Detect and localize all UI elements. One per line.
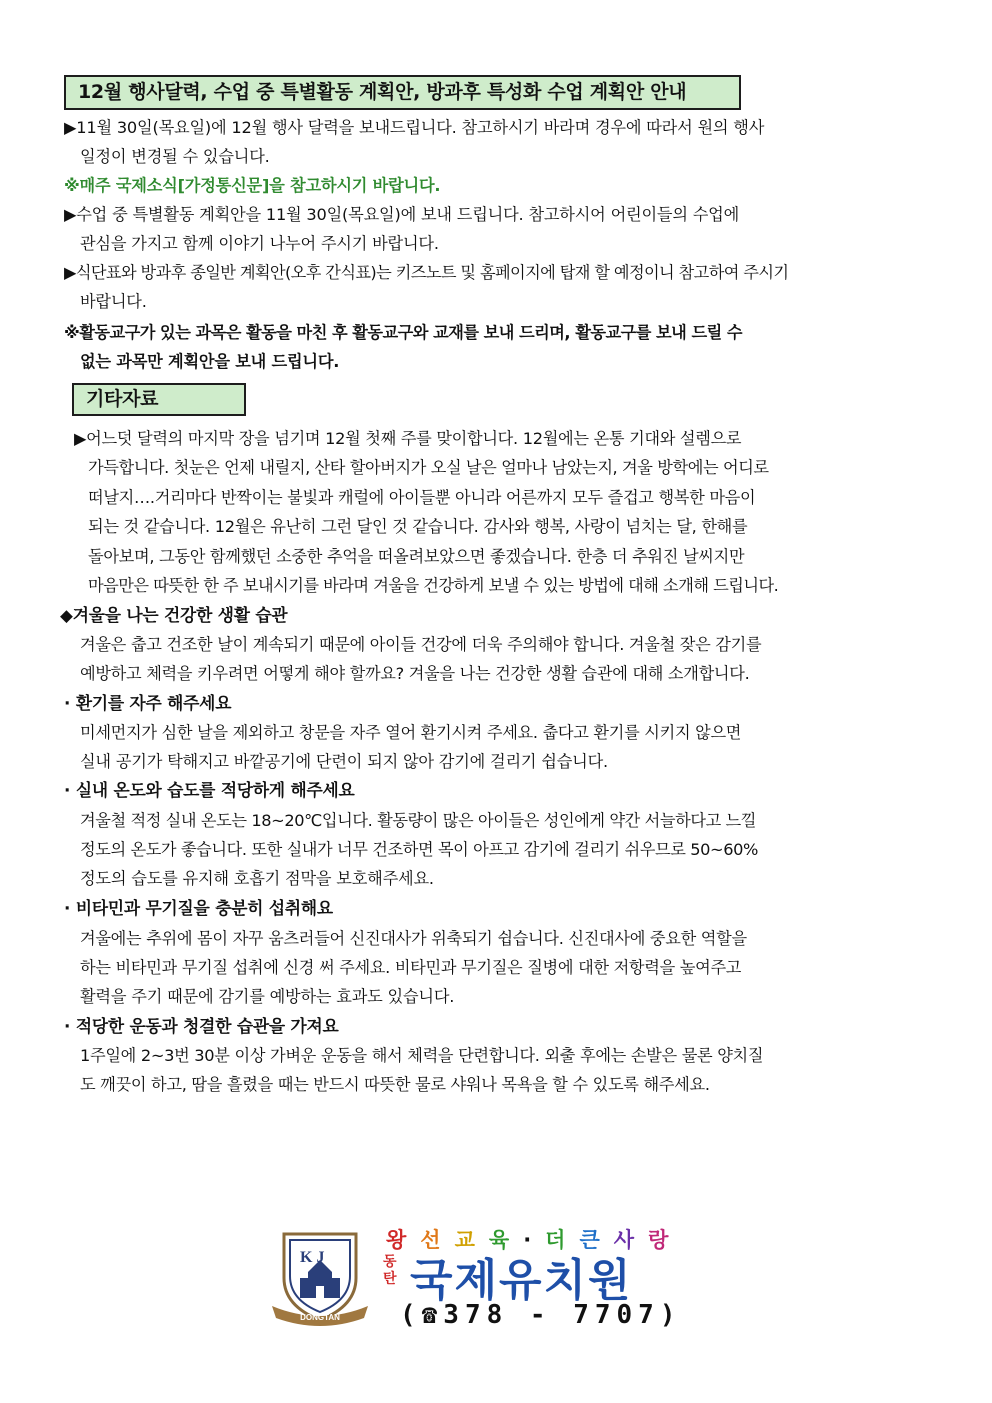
slogan-char: 큰 bbox=[579, 1228, 614, 1252]
slogan-char: 교 bbox=[454, 1228, 489, 1252]
dongtan-vertical bbox=[383, 1254, 403, 1288]
health-habits-line-1: 겨울은 춥고 건조한 날이 계속되기 때문에 아이들 건강에 더욱 주의해야 합니다. 겨울철 잦은 감기를 bbox=[80, 635, 762, 654]
tip-temperature-title: · 실내 온도와 습도를 적당하게 해주세요 bbox=[64, 780, 355, 800]
tip-ventilation-line-2: 실내 공기가 탁해지고 바깥공기에 단련이 되지 않아 감기에 걸리기 쉽습니다. bbox=[80, 752, 609, 771]
tip-exercise-line-2: 도 깨끗이 하고, 땀을 흘렸을 때는 반드시 따뜻한 물로 샤워나 목욕을 할 수 있도록 해주세요. bbox=[80, 1075, 710, 1094]
slogan-char: 선 bbox=[420, 1228, 455, 1252]
tip-vitamins-line-3: 활력을 주기 때문에 감기를 예방하는 효과도 있습니다. bbox=[80, 987, 455, 1006]
tip-temperature-line-2: 정도의 온도가 좋습니다. 또한 실내가 너무 건조하면 목이 아프고 감기에 걸리기 쉬우므로 50~60% bbox=[80, 840, 758, 859]
tip-exercise-line-1: 1주일에 2~3번 30분 이상 가벼운 운동을 해서 체력을 단련합니다. 외출 후에는 손발은 물론 양치질 bbox=[80, 1046, 764, 1065]
kindergarten-logo bbox=[270, 1224, 710, 1334]
intro-line-4: 되는 것 같습니다. 12월은 유난히 그런 달인 것 같습니다. 감사와 행복, 사랑이 넘치는 달, 한해를 bbox=[88, 517, 748, 536]
slogan-char: 육 bbox=[488, 1228, 524, 1252]
intro-line-3: 떠날지….거리마다 반짝이는 불빛과 캐럴에 아이들뿐 아니라 어른까지 모두 즐겁고 행복한 마음이 bbox=[88, 488, 756, 507]
intro-line-6: 마음만은 따뜻한 한 주 보내시기를 바라며 겨울을 건강하게 보낼 수 있는 방법에 대해 소개해 드립니다. bbox=[88, 576, 779, 595]
intro-line-1: ▶어느덧 달력의 마지막 장을 넘기며 12월 첫째 주를 맞이합니다. 12월에는 온통 기대와 설렘으로 bbox=[74, 429, 742, 448]
tip-vitamins-title: · 비타민과 무기질을 충분히 섭취해요 bbox=[64, 898, 333, 918]
section1-line-4: ▶수업 중 특별활동 계획안을 11월 30일(목요일)에 보내 드립니다. 참고하시어 어린이들의 수업에 bbox=[64, 205, 740, 224]
slogan-char: 왕 bbox=[386, 1228, 421, 1252]
section1-notice-line: ※매주 국제소식[가정통신문]을 참고하시기 바랍니다. bbox=[64, 176, 441, 195]
crest-ribbon-text: DONGTAN bbox=[300, 1313, 340, 1322]
intro-line-2: 가득합니다. 첫눈은 언제 내릴지, 산타 할아버지가 오실 날은 얼마나 남았는지, 겨울 방학에는 어디로 bbox=[88, 458, 769, 477]
tip-exercise-title: · 적당한 운동과 청결한 습관을 가져요 bbox=[64, 1016, 339, 1036]
tip-vitamins-line-1: 겨울에는 추위에 몸이 자꾸 움츠러들어 신진대사가 위축되기 쉽습니다. 신진대사에 중요한 역할을 bbox=[80, 929, 747, 948]
section1-line-8: ※활동교구가 있는 과목은 활동을 마친 후 활동교구와 교재를 보내 드리며, 활동교구를 보내 드릴 수 bbox=[64, 323, 742, 342]
dongtan-char-2: 탄 bbox=[383, 1271, 397, 1287]
dongtan-char-1: 동 bbox=[383, 1254, 397, 1270]
section1-title: 12월 행사달력, 수업 중 특별활동 계획안, 방과후 특성화 수업 계획안 안내 bbox=[64, 75, 741, 110]
section1-line-6: ▶식단표와 방과후 종일반 계획안(오후 간식표)는 키즈노트 및 홈페이지에 탑재 할 예정이니 참고하여 주시기 bbox=[64, 263, 789, 282]
tip-vitamins-line-2: 하는 비타민과 무기질 섭취에 신경 써 주세요. 비타민과 무기질은 질병에 대한 저항력을 높여주고 bbox=[80, 958, 742, 977]
health-habits-line-2: 예방하고 체력을 키우려면 어떻게 해야 할까요? 겨울을 나는 건강한 생활 습관에 대해 소개합니다. bbox=[80, 664, 750, 683]
section1-line-5: 관심을 가지고 함께 이야기 나누어 주시기 바랍니다. bbox=[80, 234, 439, 253]
section1-line-1: ▶11월 30일(목요일)에 12월 행사 달력을 보내드립니다. 참고하시기 바라며 경우에 따라서 원의 행사 bbox=[64, 118, 765, 137]
health-habits-heading: ◆겨울을 나는 건강한 생활 습관 bbox=[60, 605, 288, 625]
section2-title: 기타자료 bbox=[72, 383, 246, 416]
tip-temperature-line-1: 겨울철 적정 실내 온도는 18~20℃입니다. 활동량이 많은 아이들은 성인에게 약간 서늘하다고 느낄 bbox=[80, 811, 757, 830]
slogan-char: 랑 bbox=[648, 1228, 683, 1252]
tip-ventilation-title: · 환기를 자주 해주세요 bbox=[64, 693, 232, 713]
tip-ventilation-line-1: 미세먼지가 심한 날을 제외하고 창문을 자주 열어 환기시켜 주세요. 춥다고 환기를 시키지 않으면 bbox=[80, 723, 742, 742]
tip-temperature-line-3: 정도의 습도를 유지해 호흡기 점막을 보호해주세요. bbox=[80, 869, 434, 888]
kindergarten-name: 국제유치원 bbox=[410, 1255, 633, 1306]
slogan-char: 더 bbox=[545, 1228, 580, 1252]
intro-line-5: 돌아보며, 그동안 함께했던 소중한 추억을 떠올려보았으면 좋겠습니다. 한층 더 추워진 날씨지만 bbox=[88, 547, 745, 566]
phone-number: (☎378 - 7707) bbox=[400, 1300, 682, 1330]
slogan-char: 사 bbox=[613, 1228, 649, 1252]
crest-letters: K J bbox=[300, 1249, 325, 1266]
section1-line-9: 없는 과목만 계획안을 보내 드립니다. bbox=[80, 352, 340, 371]
crest-icon bbox=[270, 1226, 370, 1326]
section1-line-2: 일정이 변경될 수 있습니다. bbox=[80, 147, 270, 166]
slogan-char: · bbox=[523, 1228, 546, 1252]
section1-line-7: 바랍니다. bbox=[80, 292, 147, 311]
